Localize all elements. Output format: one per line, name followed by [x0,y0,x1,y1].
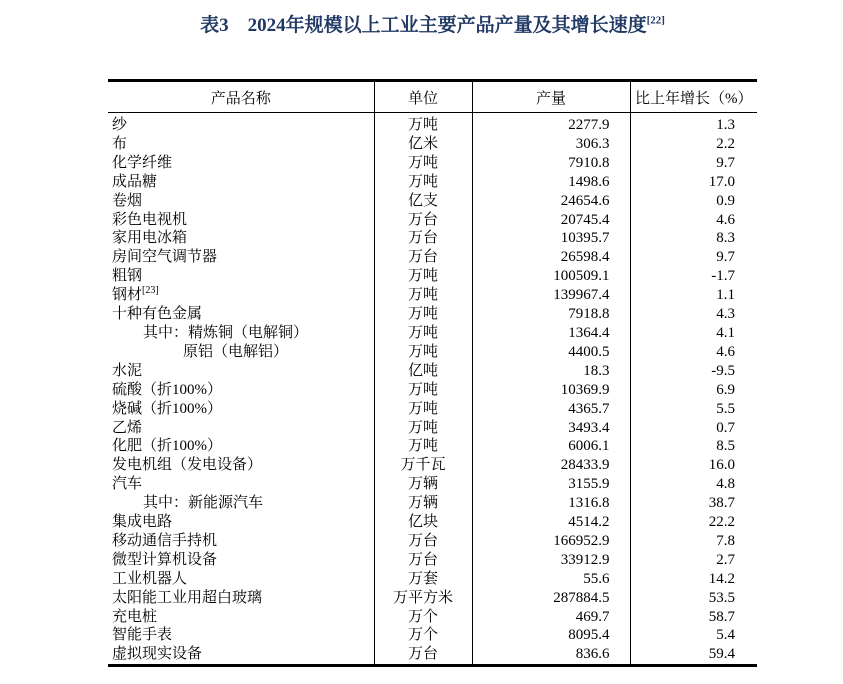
table-title [108,10,757,37]
table-row [108,645,757,665]
table-row [108,343,757,362]
table-row [108,532,757,551]
output-cell: 24654.6 [472,192,630,211]
table-row [108,589,757,608]
growth-cell: 1.1 [630,286,757,305]
output-cell: 1316.8 [472,494,630,513]
product-name-cell: 粗钢 [112,268,143,285]
output-cell: 4365.7 [472,400,630,419]
output-cell: 7910.8 [472,154,630,173]
table-row [108,362,757,381]
growth-cell: 2.2 [630,135,757,154]
output-cell: 100509.1 [472,267,630,286]
unit-cell: 万个 [374,626,472,645]
unit-cell: 万吨 [374,154,472,173]
table-title-text: 表3 2024年规模以上工业主要产品产量及其增长速度 [200,15,647,36]
table-row [108,248,757,267]
unit-cell: 万吨 [374,419,472,438]
output-cell: 4514.2 [472,513,630,532]
output-cell: 10395.7 [472,229,630,248]
product-name-cell: 纱 [112,117,128,133]
product-name-cell: 太阳能工业用超白玻璃 [112,589,263,606]
growth-cell: 9.7 [630,154,757,173]
unit-cell: 万吨 [374,173,472,192]
growth-cell: 6.9 [630,381,757,400]
table-row [108,570,757,589]
table-body [108,113,757,666]
table-row [108,400,757,419]
table-header [108,81,757,113]
product-name-cell: 卷烟 [112,192,143,209]
growth-cell: 2.7 [630,551,757,570]
growth-cell: 59.4 [630,645,757,665]
header-output: 产量 [472,81,630,113]
output-cell: 1498.6 [472,173,630,192]
header-product-name: 产品名称 [108,81,374,113]
product-name-cell: 其中：新能源汽车 [143,495,264,512]
unit-cell: 万台 [374,248,472,267]
product-name-cell: 微型计算机设备 [112,551,218,568]
unit-cell: 亿米 [374,135,472,154]
header-unit: 单位 [374,81,472,113]
growth-cell: 17.0 [630,173,757,192]
product-name-cell: 化学纤维 [112,154,173,171]
table-row [108,286,757,305]
output-cell: 4400.5 [472,343,630,362]
product-name-cell: 集成电路 [112,514,173,531]
unit-cell: 万辆 [374,475,472,494]
unit-cell: 万台 [374,211,472,230]
growth-cell: -1.7 [630,267,757,286]
header-growth: 比上年增长（%） [630,81,757,113]
growth-cell: 14.2 [630,570,757,589]
growth-cell: 5.5 [630,400,757,419]
table-header-row [108,81,757,113]
unit-cell: 万台 [374,532,472,551]
product-name-cell: 移动通信手持机 [112,532,218,549]
product-name-cell: 烧碱（折100%） [112,400,222,417]
product-name-cell: 智能手表 [112,627,173,644]
product-name-cell: 其中：精炼铜（电解铜） [143,324,309,341]
output-cell: 166952.9 [472,532,630,551]
unit-cell: 万辆 [374,494,472,513]
unit-cell: 万吨 [374,324,472,343]
output-cell: 836.6 [472,645,630,665]
growth-cell: 0.9 [630,192,757,211]
output-cell: 6006.1 [472,437,630,456]
unit-cell: 万吨 [374,286,472,305]
output-cell: 7918.8 [472,305,630,324]
growth-cell: 8.3 [630,229,757,248]
table-row [108,437,757,456]
table-row [108,135,757,154]
growth-cell: 53.5 [630,589,757,608]
table-row [108,494,757,513]
product-name-cell: 水泥 [112,362,143,379]
table-row [108,381,757,400]
unit-cell: 万吨 [374,305,472,324]
growth-cell: 22.2 [630,513,757,532]
unit-cell: 万台 [374,229,472,248]
table-row [108,551,757,570]
footnote-ref: [23] [142,286,159,297]
growth-cell: 4.6 [630,343,757,362]
output-cell: 28433.9 [472,456,630,475]
output-cell: 18.3 [472,362,630,381]
unit-cell: 万吨 [374,400,472,419]
table-row [108,626,757,645]
unit-cell: 亿吨 [374,362,472,381]
table-row [108,513,757,532]
growth-cell: 7.8 [630,532,757,551]
unit-cell: 万吨 [374,437,472,456]
unit-cell: 万台 [374,645,472,665]
table-row [108,173,757,192]
product-name-cell: 充电桩 [112,608,158,625]
product-name-cell: 家用电冰箱 [112,230,188,247]
growth-cell: 1.3 [630,113,757,135]
growth-cell: 4.6 [630,211,757,230]
growth-cell: 9.7 [630,248,757,267]
table-row [108,229,757,248]
growth-cell: 5.4 [630,626,757,645]
unit-cell: 万个 [374,608,472,627]
product-name-cell: 虚拟现实设备 [112,646,203,663]
unit-cell: 万吨 [374,381,472,400]
unit-cell: 亿支 [374,192,472,211]
table-row [108,419,757,438]
growth-cell: -9.5 [630,362,757,381]
output-cell: 33912.9 [472,551,630,570]
output-cell: 287884.5 [472,589,630,608]
unit-cell: 万吨 [374,343,472,362]
table-title-footnote-ref: [22] [646,14,665,27]
unit-cell: 万千瓦 [374,456,472,475]
unit-cell: 万台 [374,551,472,570]
output-cell: 10369.9 [472,381,630,400]
output-cell: 469.7 [472,608,630,627]
product-name-cell: 化肥（折100%） [112,438,222,455]
unit-cell: 万套 [374,570,472,589]
output-cell: 139967.4 [472,286,630,305]
output-cell: 3493.4 [472,419,630,438]
output-cell: 20745.4 [472,211,630,230]
product-name-cell: 发电机组（发电设备） [112,457,263,474]
output-cell: 306.3 [472,135,630,154]
product-name-cell: 汽车 [112,476,143,493]
output-cell: 55.6 [472,570,630,589]
table-row [108,475,757,494]
unit-cell: 万平方米 [374,589,472,608]
growth-cell: 4.8 [630,475,757,494]
growth-cell: 58.7 [630,608,757,627]
output-cell: 1364.4 [472,324,630,343]
unit-cell: 亿块 [374,513,472,532]
product-name-cell: 房间空气调节器 [112,249,218,266]
growth-cell: 4.1 [630,324,757,343]
product-name-cell: 十种有色金属 [112,306,203,323]
product-name-cell: 硫酸（折100%） [112,381,222,398]
growth-cell: 16.0 [630,456,757,475]
table-row [108,267,757,286]
growth-cell: 0.7 [630,419,757,438]
output-cell: 3155.9 [472,475,630,494]
table-row [108,211,757,230]
table-row [108,113,757,135]
product-name-cell: 彩色电视机 [112,211,188,228]
product-name-cell: 工业机器人 [112,570,188,587]
output-cell: 8095.4 [472,626,630,645]
table-row [108,192,757,211]
product-name-cell: 成品糖 [112,173,158,190]
unit-cell: 万吨 [374,113,472,135]
table-row [108,456,757,475]
table-row [108,154,757,173]
output-cell: 2277.9 [472,113,630,135]
table-row [108,324,757,343]
growth-cell: 38.7 [630,494,757,513]
product-name-cell: 钢材[23] [112,286,159,304]
output-cell: 26598.4 [472,248,630,267]
table-row [108,608,757,627]
industrial-products-table [108,79,757,667]
product-name-cell: 布 [112,135,128,152]
product-name-cell: 原铝（电解铝） [183,343,289,360]
product-name-cell: 乙烯 [112,419,143,436]
unit-cell: 万吨 [374,267,472,286]
growth-cell: 4.3 [630,305,757,324]
growth-cell: 8.5 [630,437,757,456]
table-row [108,305,757,324]
